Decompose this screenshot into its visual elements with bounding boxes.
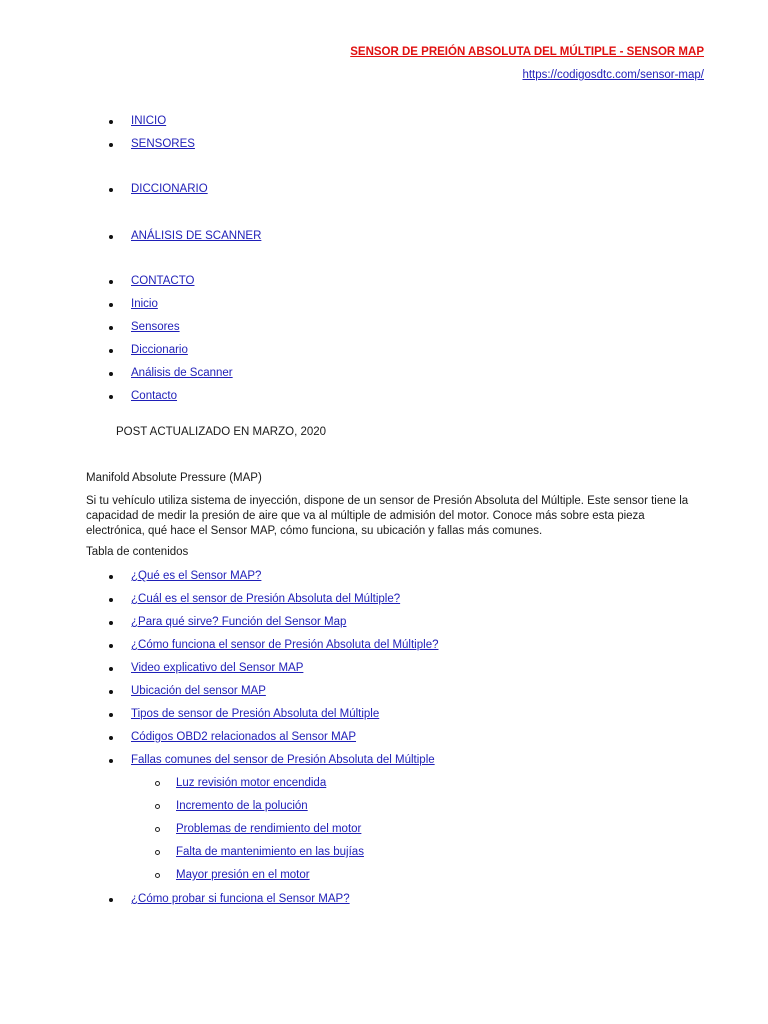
toc-link[interactable]: Ubicación del sensor MAP xyxy=(131,685,266,697)
bullet-icon xyxy=(109,120,113,124)
circle-bullet-icon xyxy=(155,827,160,832)
toc-sub-link[interactable]: Falta de mantenimiento en las bujías xyxy=(176,846,364,858)
bullet-icon xyxy=(109,667,113,671)
nav-link-analisis[interactable]: ANÁLISIS DE SCANNER xyxy=(131,230,262,242)
toc-sub-link[interactable]: Problemas de rendimiento del motor xyxy=(176,823,362,835)
nav-link-sensores-secondary[interactable]: Sensores xyxy=(131,321,180,333)
circle-bullet-icon xyxy=(155,873,160,878)
bullet-icon xyxy=(109,303,113,307)
bullet-icon xyxy=(109,349,113,353)
toc-link[interactable]: Video explicativo del Sensor MAP xyxy=(131,662,304,674)
nav-link-contacto[interactable]: CONTACTO xyxy=(131,275,195,287)
bullet-icon xyxy=(109,326,113,330)
bullet-icon xyxy=(109,280,113,284)
bullet-icon xyxy=(109,575,113,579)
toc-link[interactable]: Códigos OBD2 relacionados al Sensor MAP xyxy=(131,731,357,743)
toc-link[interactable]: Fallas comunes del sensor de Presión Absoluta del Múltiple xyxy=(131,754,435,766)
nav-link-diccionario[interactable]: DICCIONARIO xyxy=(131,183,208,195)
bullet-icon xyxy=(109,372,113,376)
nav-link-inicio-secondary[interactable]: Inicio xyxy=(131,298,158,310)
bullet-icon xyxy=(109,598,113,602)
bullet-icon xyxy=(109,644,113,648)
toc-sub-link[interactable]: Incremento de la polución xyxy=(176,800,308,812)
bullet-icon xyxy=(109,736,113,740)
bullet-icon xyxy=(109,713,113,717)
bullet-icon xyxy=(109,759,113,763)
document-title[interactable]: SENSOR DE PREIÓN ABSOLUTA DEL MÚLTIPLE - SENSOR MAP xyxy=(350,46,704,58)
post-updated-note: POST ACTUALIZADO EN MARZO, 2020 xyxy=(116,426,327,438)
circle-bullet-icon xyxy=(155,781,160,786)
bullet-icon xyxy=(109,621,113,625)
circle-bullet-icon xyxy=(155,804,160,809)
toc-link[interactable]: ¿Qué es el Sensor MAP? xyxy=(131,570,262,582)
bullet-icon xyxy=(109,235,113,239)
toc-sub-link[interactable]: Luz revisión motor encendida xyxy=(176,777,327,789)
source-url-link[interactable]: https://codigosdtc.com/sensor-map/ xyxy=(522,69,704,81)
bullet-icon xyxy=(109,395,113,399)
circle-bullet-icon xyxy=(155,850,160,855)
toc-sub-link[interactable]: Mayor presión en el motor xyxy=(176,869,310,881)
article-heading: Manifold Absolute Pressure (MAP) xyxy=(86,472,262,484)
toc-link[interactable]: ¿Cómo funciona el sensor de Presión Absoluta del Múltiple? xyxy=(131,639,439,651)
bullet-icon xyxy=(109,898,113,902)
nav-link-diccionario-secondary[interactable]: Diccionario xyxy=(131,344,188,356)
nav-link-sensores[interactable]: SENSORES xyxy=(131,138,195,150)
toc-label: Tabla de contenidos xyxy=(86,546,189,558)
toc-link[interactable]: ¿Para qué sirve? Función del Sensor Map xyxy=(131,616,347,628)
toc-link[interactable]: Tipos de sensor de Presión Absoluta del Múltiple xyxy=(131,708,380,720)
toc-link[interactable]: ¿Cuál es el sensor de Presión Absoluta del Múltiple? xyxy=(131,593,401,605)
toc-link-last[interactable]: ¿Cómo probar si funciona el Sensor MAP? xyxy=(131,893,350,905)
nav-link-analisis-secondary[interactable]: Análisis de Scanner xyxy=(131,367,233,379)
bullet-icon xyxy=(109,690,113,694)
nav-link-inicio[interactable]: INICIO xyxy=(131,115,167,127)
article-intro: Si tu vehículo utiliza sistema de inyección, dispone de un sensor de Presión Absoluta del Múltiple. Este sensor tiene la capacidad de medir la presión de aire que va al múltiple de admisión del motor. Conoce más sobre esta pieza electrónica, qué hace el Sensor MAP, cómo funciona, su ubicación y fallas más comunes. xyxy=(86,495,689,537)
bullet-icon xyxy=(109,143,113,147)
nav-link-contacto-secondary[interactable]: Contacto xyxy=(131,390,178,402)
bullet-icon xyxy=(109,188,113,192)
